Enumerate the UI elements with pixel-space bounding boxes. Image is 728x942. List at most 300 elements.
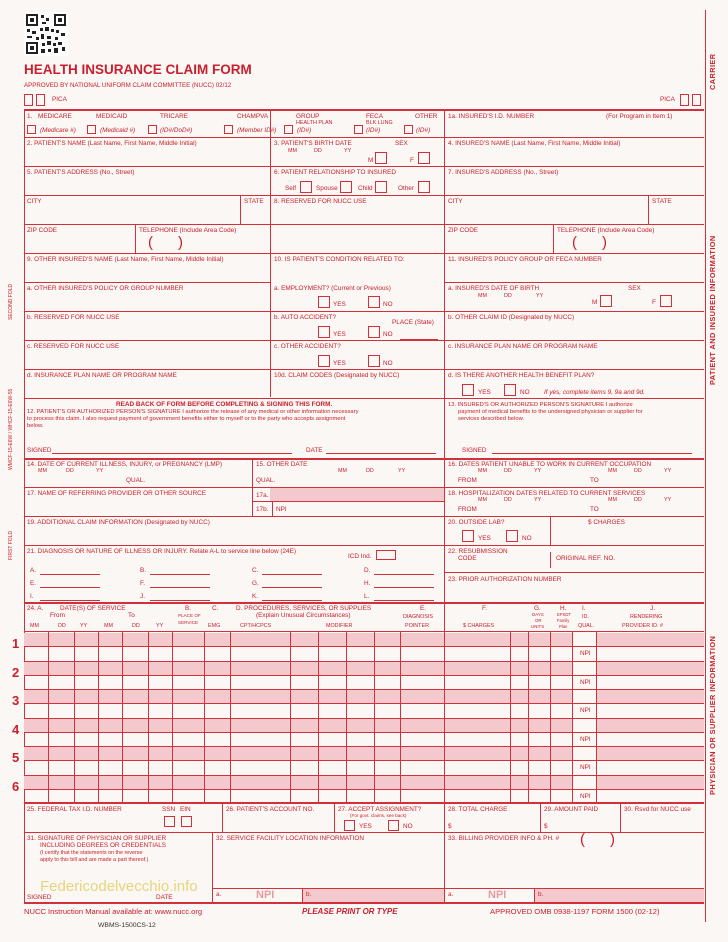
service-line-input[interactable]: [24, 704, 704, 717]
f18-to: TO: [590, 506, 599, 513]
f1-medicare-checkbox[interactable]: [27, 125, 36, 134]
f18-mm1: MM: [478, 497, 487, 503]
f13-line3: services described below.: [458, 416, 525, 422]
f24-dd2: DD: [132, 623, 140, 629]
f32-npi: NPI: [256, 889, 275, 901]
f15-qual: QUAL.: [256, 477, 276, 484]
f10b-yes: YES: [333, 331, 346, 338]
f22-orig: ORIGINAL REF. NO.: [556, 555, 616, 562]
f2-label: 2. PATIENT'S NAME (Last Name, First Name, Middle Initial): [27, 140, 197, 147]
side-carrier: CARRIER: [708, 53, 717, 90]
service-line-npi: NPI: [580, 650, 591, 657]
service-line-number: 6: [12, 778, 20, 794]
f16-label: 16. DATES PATIENT UNABLE TO WORK IN CURRENT OCCUPATION: [448, 461, 652, 468]
rule-row11: [24, 398, 704, 399]
rule-f32b: [302, 888, 303, 902]
f3-f: F: [410, 157, 414, 164]
f16-mm2: MM: [608, 468, 617, 474]
f27-yes-checkbox[interactable]: [344, 820, 355, 831]
footer-code: WBMS-1500CS-12: [98, 922, 156, 929]
f10a-no-checkbox[interactable]: [368, 296, 380, 308]
side-first-fold: FIRST FOLD: [8, 530, 14, 560]
diag-b-line[interactable]: [150, 574, 210, 575]
f10a-yes-checkbox[interactable]: [318, 296, 330, 308]
f3-f-checkbox[interactable]: [418, 152, 430, 164]
diag-i-line[interactable]: [40, 600, 100, 601]
state-right: STATE: [652, 198, 672, 205]
diag-h-line[interactable]: [374, 587, 434, 588]
f11d-label: d. IS THERE ANOTHER HEALTH BENEFIT PLAN?: [448, 372, 595, 379]
state-left: STATE: [244, 198, 264, 205]
f32-label: 32. SERVICE FACILITY LOCATION INFORMATION: [216, 835, 364, 842]
f24e-diag: DIAGNOSIS: [403, 614, 433, 620]
f18-yy1: YY: [534, 497, 542, 503]
f24d-label: D. PROCEDURES, SERVICES, OR SUPPLIES: [236, 605, 372, 612]
f21-icd: ICD Ind.: [348, 553, 372, 560]
pica-right-label: PICA: [660, 96, 675, 103]
f24i-qual: QUAL.: [578, 623, 595, 629]
f10c-no-checkbox[interactable]: [368, 355, 380, 367]
rule-f32: [212, 832, 213, 902]
f24-yy1: YY: [80, 623, 88, 629]
f25-ssn: SSN: [162, 806, 176, 813]
f1-tricare-id: (ID#/DoD#): [160, 127, 193, 134]
f24b-label: B.: [185, 605, 192, 612]
service-line-shaded[interactable]: [24, 633, 572, 646]
pica-left-box[interactable]: [24, 94, 33, 106]
f24j-provider: PROVIDER ID. #: [622, 623, 664, 629]
f24h-label: H.: [560, 605, 567, 612]
f1-feca-checkbox[interactable]: [354, 125, 363, 134]
rule-row7-left: [24, 282, 270, 283]
f16-from: FROM: [458, 477, 477, 484]
f1-other-id: (ID#): [416, 127, 431, 134]
f24f-charges: $ CHARGES: [463, 623, 495, 629]
f31-signed: SIGNED: [27, 894, 52, 901]
f10b-no: NO: [383, 331, 393, 338]
f25-label: 25. FEDERAL TAX I.D. NUMBER: [27, 806, 122, 813]
f18-dd1: DD: [504, 497, 512, 503]
f18-from: FROM: [458, 506, 477, 513]
f12-date-line[interactable]: [326, 453, 436, 454]
f24-mm2: MM: [104, 623, 113, 629]
f24d-cpt: CPT/HCPCS: [240, 623, 272, 629]
f10b-label: b. AUTO ACCIDENT?: [274, 314, 337, 321]
f12-date: DATE: [306, 447, 323, 454]
rule-row12: [24, 458, 704, 460]
f24g-days: DAYS: [532, 612, 544, 617]
f6-child-checkbox[interactable]: [375, 181, 387, 193]
diag-f: F.: [140, 580, 145, 587]
f12-line2: to process this claim. I also request payment of government benefits either to myself or to the party who accepts assignment: [27, 416, 346, 422]
f25-ein-checkbox[interactable]: [181, 816, 192, 827]
f6-other-checkbox[interactable]: [418, 181, 430, 193]
f1-label: 1.: [27, 113, 33, 120]
f31-line3: (I certify that the statements on the reverse: [40, 850, 143, 856]
rule-row7-right: [444, 282, 704, 283]
f9c-label: c. RESERVED FOR NUCC USE: [27, 343, 120, 350]
service-line-shaded-provider[interactable]: [596, 719, 704, 732]
f3-m-checkbox[interactable]: [375, 152, 387, 164]
f20-charges: $ CHARGES: [588, 519, 625, 526]
f10-label: 10. IS PATIENT'S CONDITION RELATED TO:: [274, 256, 405, 263]
f18-yy2: YY: [664, 497, 672, 503]
f14-mm: MM: [38, 468, 47, 474]
f11a-yy: YY: [536, 293, 544, 299]
f9d-label: d. INSURANCE PLAN NAME OR PROGRAM NAME: [27, 372, 177, 379]
f14-label: 14. DATE OF CURRENT ILLNESS, INJURY, or PREGNANCY (LMP): [27, 461, 223, 468]
footer-print: PLEASE PRINT OR TYPE: [302, 907, 398, 916]
rule-row5: [24, 224, 704, 225]
f24c-label: C.: [212, 605, 219, 612]
service-line-input[interactable]: [24, 790, 704, 803]
city-right: CITY: [448, 198, 463, 205]
f33b-label: b.: [538, 891, 544, 898]
side-form-codes: WMCF-15-E6W / WHCF-15-E6W-55: [8, 388, 14, 470]
read-back-note: READ BACK OF FORM BEFORE COMPLETING & SIGNING THIS FORM.: [116, 401, 333, 408]
diag-e: E.: [30, 580, 37, 587]
f10c-yes: YES: [333, 360, 346, 367]
f24g-label: G.: [534, 605, 541, 612]
f22-code: CODE: [458, 555, 477, 562]
f15-label: 15. OTHER DATE: [256, 461, 308, 468]
f6-other: Other: [398, 185, 414, 192]
f24-mm1: MM: [30, 623, 39, 629]
f24i-id: ID.: [582, 614, 589, 620]
pica-right-box[interactable]: [680, 94, 689, 106]
f32b-band: [302, 889, 444, 902]
watermark-text: Federicodelvecchio.info: [40, 878, 198, 895]
f12-signed-line[interactable]: [52, 453, 292, 454]
f4-label: 4. INSURED'S NAME (Last Name, First Name, Middle Initial): [448, 140, 621, 147]
f9b-label: b. RESERVED FOR NUCC USE: [27, 314, 120, 321]
f10b-yes-checkbox[interactable]: [318, 326, 330, 338]
service-line-number: 1: [12, 636, 20, 651]
f27-label: 27. ACCEPT ASSIGNMENT?: [338, 806, 422, 813]
service-line-input[interactable]: [24, 647, 704, 660]
rule-tel-right: [553, 224, 554, 253]
rule-row16-right: [444, 572, 704, 573]
service-line-shaded[interactable]: [24, 776, 572, 789]
f10b-no-checkbox[interactable]: [368, 326, 380, 338]
rule-f30: [620, 802, 621, 832]
f1a-label: 1a. INSURED'S I.D. NUMBER: [448, 113, 535, 120]
f11d-yes-checkbox[interactable]: [462, 384, 474, 396]
f18-mm2: MM: [608, 497, 617, 503]
zip-right: ZIP CODE: [448, 227, 479, 234]
service-line-shaded[interactable]: [24, 747, 572, 760]
rule-row8: [24, 311, 704, 312]
f28-dollar: $: [448, 823, 452, 830]
f3-yy: YY: [344, 148, 352, 154]
f31-line2: INCLUDING DEGREES OR CREDENTIALS: [40, 842, 167, 849]
rule-top: [24, 109, 704, 111]
f1-champva: CHAMPVA: [237, 113, 269, 120]
f20-yes: YES: [478, 535, 491, 542]
rule-row17: [24, 602, 704, 604]
f25-ssn-checkbox[interactable]: [164, 816, 175, 827]
tel-right-paren: ( ): [572, 234, 607, 251]
f11d-yes: YES: [478, 389, 491, 396]
f13-signed: SIGNED: [462, 447, 487, 454]
f17a-label: 17a.: [256, 492, 269, 499]
f1-group-checkbox[interactable]: [284, 125, 293, 134]
f12-line1: 12. PATIENT'S OR AUTHORIZED PERSON'S SIGNATURE I authorize the release of any medical or other information necessary: [27, 409, 359, 415]
diag-e-line[interactable]: [40, 587, 100, 588]
rule-f22: [550, 552, 551, 568]
f16-yy2: YY: [664, 468, 672, 474]
f11a-m: M: [592, 299, 598, 306]
diag-j: J.: [140, 593, 145, 600]
city-left: CITY: [27, 198, 42, 205]
diag-l: L.: [364, 593, 370, 600]
f10d-label: 10d. CLAIM CODES (Designated by NUCC): [274, 372, 400, 379]
diag-f-line[interactable]: [150, 587, 210, 588]
diag-d: D.: [364, 567, 371, 574]
rule-row9: [24, 340, 704, 341]
diag-c-line[interactable]: [262, 574, 322, 575]
f24j-label: J.: [650, 605, 655, 612]
f17b-npi: NPI: [276, 506, 287, 513]
rule-row6: [24, 253, 704, 254]
f1-tricare: TRICARE: [160, 113, 189, 120]
rule-state-left: [240, 195, 241, 224]
service-line-number: 4: [12, 721, 20, 737]
service-line-number: 2: [12, 664, 20, 680]
f9a-label: a. OTHER INSURED'S POLICY OR GROUP NUMBER: [27, 285, 184, 292]
rule-bottom: [24, 902, 704, 904]
f24j-rendering: RENDERING: [630, 614, 663, 620]
service-line-shaded[interactable]: [24, 690, 572, 703]
f1-feca: FECA: [366, 113, 384, 120]
f11d-no-checkbox[interactable]: [504, 384, 516, 396]
f1-other: OTHER: [415, 113, 438, 120]
form-title: HEALTH INSURANCE CLAIM FORM: [24, 62, 252, 77]
f24b-pos2: SERVICE: [178, 620, 199, 625]
side-patient-info: PATIENT AND INSURED INFORMATION: [708, 235, 717, 385]
f11a-dd: DD: [504, 293, 512, 299]
service-line-npi: NPI: [580, 792, 591, 800]
f11a-f-checkbox[interactable]: [660, 295, 672, 307]
f1-medicaid-checkbox[interactable]: [87, 125, 96, 134]
f11-label: 11. INSURED'S POLICY GROUP OR FECA NUMBER: [448, 256, 602, 263]
f21-icd-box[interactable]: [376, 550, 396, 560]
service-line-npi: NPI: [580, 764, 591, 771]
f10a-label: a. EMPLOYMENT? (Current or Previous): [274, 285, 391, 292]
service-line-input[interactable]: [24, 761, 704, 774]
f20-no-checkbox[interactable]: [506, 530, 518, 542]
f24g-units: UNITS: [531, 624, 545, 629]
f1-feca-2: BLK LUNG: [366, 120, 393, 126]
f24b-pos1: PLACE OF: [178, 613, 201, 618]
service-line-npi: NPI: [580, 678, 591, 686]
rule-17b-npi: [272, 501, 273, 516]
f6-self: Self: [285, 185, 297, 192]
f11d-no: NO: [520, 389, 530, 396]
f14-qual: QUAL.: [126, 477, 146, 484]
service-line-npi: NPI: [580, 707, 591, 714]
f1-medicaid-id: (Medicaid #): [100, 127, 136, 134]
f24-from: From: [50, 612, 65, 619]
service-line-number: 3: [12, 693, 20, 708]
f17b-label: 17b.: [256, 506, 269, 513]
f1a-note: (For Program in Item 1): [606, 113, 673, 120]
f20-label: 20. OUTSIDE LAB?: [448, 519, 505, 526]
f1-champva-checkbox[interactable]: [224, 125, 233, 134]
f11a-sex: SEX: [628, 285, 641, 292]
f16-dd2: DD: [634, 468, 642, 474]
f19-label: 19. ADDITIONAL CLAIM INFORMATION (Designated by NUCC): [27, 519, 210, 526]
f13-line1: 13. INSURED'S OR AUTHORIZED PERSON'S SIGNATURE I authorize: [448, 402, 633, 408]
f7-label: 7. INSURED'S ADDRESS (No., Street): [448, 169, 559, 176]
qr-code: [24, 12, 68, 56]
f1-group-id: (ID#): [297, 127, 312, 134]
f3-label: 3. PATIENT'S BIRTH DATE: [274, 140, 352, 147]
service-line-npi: NPI: [580, 735, 591, 743]
f15-yy: YY: [398, 468, 406, 474]
f13-signed-line[interactable]: [492, 453, 692, 454]
f24h-plan: Plan: [559, 624, 568, 629]
diag-c: C.: [252, 567, 259, 574]
diag-b: B.: [140, 567, 147, 574]
f15-mm: MM: [338, 468, 347, 474]
service-line-shaded-provider[interactable]: [596, 662, 704, 675]
side-divider: [705, 10, 706, 922]
f16-mm1: MM: [478, 468, 487, 474]
rule-f29: [540, 802, 541, 832]
f32a-label: a.: [216, 891, 222, 898]
f33-label: 33. BILLING PROVIDER INFO & PH. #: [448, 835, 560, 842]
f3-sex: SEX: [395, 140, 408, 147]
rule-state-right: [648, 195, 649, 224]
f24i-label: I.: [582, 605, 586, 612]
f29-label: 29. AMOUNT PAID: [544, 806, 599, 813]
rule-17b: [252, 501, 444, 502]
service-line-shaded-provider[interactable]: [596, 690, 704, 703]
rule-row10: [24, 369, 704, 370]
f12-signed: SIGNED: [27, 447, 52, 454]
service-line-shaded[interactable]: [24, 719, 572, 732]
f1-group: GROUP: [296, 113, 320, 120]
pica-right-box-2[interactable]: [692, 94, 701, 106]
f6-child: Child: [358, 185, 373, 192]
service-line-shaded[interactable]: [24, 662, 572, 675]
f27-no-checkbox[interactable]: [388, 820, 399, 831]
f6-spouse-checkbox[interactable]: [340, 181, 352, 193]
f14-dd: DD: [66, 468, 74, 474]
f11a-m-checkbox[interactable]: [600, 295, 612, 307]
f27-note: (For govt. claims, see back): [350, 813, 407, 818]
f24e-label: E.: [420, 605, 427, 612]
f18-label: 18. HOSPITALIZATION DATES RELATED TO CURRENT SERVICES: [448, 490, 646, 497]
f27-no: NO: [403, 823, 413, 830]
f12-line3: below.: [27, 423, 44, 429]
f31-line1: 31. SIGNATURE OF PHYSICIAN OR SUPPLIER: [27, 835, 167, 842]
diag-k-line[interactable]: [262, 600, 322, 601]
rule-row24-header: [24, 631, 704, 632]
f24c-emg: EMG: [208, 623, 221, 629]
f6-self-checkbox[interactable]: [300, 181, 312, 193]
f10c-yes-checkbox[interactable]: [318, 355, 330, 367]
f24-dd1: DD: [58, 623, 66, 629]
f11c-label: c. INSURANCE PLAN NAME OR PROGRAM NAME: [448, 343, 598, 350]
rule-row15: [24, 545, 704, 546]
f24-yy2: YY: [156, 623, 164, 629]
rule-f27: [334, 802, 335, 832]
f10a-yes: YES: [333, 301, 346, 308]
rule-row2: [24, 137, 704, 138]
tel-left: TELEPHONE (Include Area Code): [139, 227, 237, 234]
f24d-modifier: MODIFIER: [326, 623, 353, 629]
f11a-f: F: [652, 299, 656, 306]
f24h-epsdt: EPSDT: [557, 612, 571, 617]
rule-row3: [24, 166, 704, 167]
approved-text: APPROVED BY NATIONAL UNIFORM CLAIM COMMITTEE (NUCC) 02/12: [24, 82, 232, 89]
f9-label: 9. OTHER INSURED'S NAME (Last Name, First Name, Middle Initial): [27, 256, 224, 263]
diag-a: A.: [30, 567, 37, 574]
f1-group-2: HEALTH PLAN: [296, 120, 333, 126]
f1-medicaid: MEDICAID: [96, 113, 128, 120]
f20-no: NO: [522, 535, 532, 542]
service-line-shaded-provider[interactable]: [596, 747, 704, 760]
f26-label: 26. PATIENT'S ACCOUNT NO.: [226, 806, 315, 813]
diag-a-line[interactable]: [40, 574, 100, 575]
pica-left-label: PICA: [52, 96, 67, 103]
f11a-mm: MM: [478, 293, 487, 299]
f17-label: 17. NAME OF REFERRING PROVIDER OR OTHER SOURCE: [27, 490, 206, 497]
diag-g-line[interactable]: [262, 587, 322, 588]
f1-medicare-id: (Medicare #): [40, 127, 76, 134]
f15-dd: DD: [366, 468, 374, 474]
rule-f26: [222, 802, 223, 832]
f24g-or: OR: [535, 618, 542, 623]
f18-dd2: DD: [634, 497, 642, 503]
f3-mm: MM: [288, 148, 297, 154]
service-line-number: 5: [12, 750, 20, 765]
diag-d-line[interactable]: [374, 574, 434, 575]
diag-j-line[interactable]: [150, 600, 210, 601]
f24a-label: 24. A.: [27, 605, 44, 612]
f30-label: 30. Rsvd for NUCC use: [624, 806, 691, 813]
f8-label: 8. RESERVED FOR NUCC USE: [274, 198, 367, 205]
footer-manual: NUCC Instruction Manual available at: www.nucc.org: [24, 907, 203, 916]
f1-feca-id: (ID#): [366, 127, 381, 134]
f1-other-checkbox[interactable]: [404, 125, 413, 134]
f1-champva-id: (Member ID#): [237, 127, 277, 134]
pica-left-box-2[interactable]: [36, 94, 45, 106]
f10b-place: PLACE (State): [392, 319, 434, 326]
service-line-shaded-provider[interactable]: [596, 776, 704, 789]
service-line-shaded-provider[interactable]: [596, 633, 704, 646]
f20-yes-checkbox[interactable]: [462, 530, 474, 542]
zip-left: ZIP CODE: [27, 227, 58, 234]
f1-medicare: MEDICARE: [38, 113, 72, 120]
side-second-fold: SECOND FOLD: [8, 283, 14, 320]
f27-yes: YES: [359, 823, 372, 830]
rule-row4: [24, 195, 704, 196]
f11d-ifyes: If yes, complete items 9, 9a and 9d.: [544, 389, 645, 396]
f25-ein: EIN: [180, 806, 191, 813]
f33b-band: [534, 889, 704, 902]
f1-tricare-checkbox[interactable]: [148, 125, 157, 134]
diag-k: K.: [252, 593, 259, 600]
diag-l-line[interactable]: [374, 600, 434, 601]
tel-right: TELEPHONE (Include Area Code): [557, 227, 655, 234]
service-line-input[interactable]: [24, 676, 704, 689]
f13-line2: payment of medical benefits to the undersigned physician or supplier for: [458, 409, 643, 415]
service-line-input[interactable]: [24, 733, 704, 746]
tel-left-paren: ( ): [148, 234, 183, 251]
